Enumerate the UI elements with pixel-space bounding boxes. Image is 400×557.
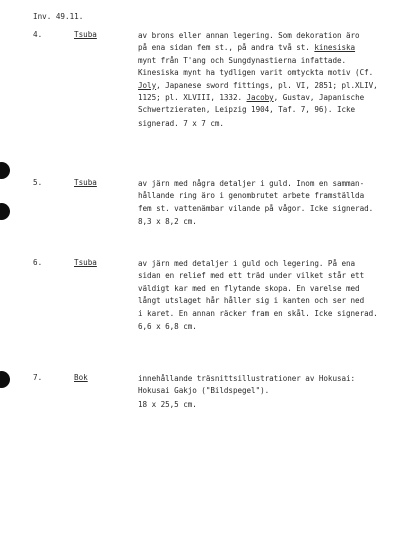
entry-description	[138, 178, 393, 229]
entry-number: 4.	[33, 30, 43, 39]
text-segment: på ena sidan fem st., på andra två st.	[138, 43, 315, 53]
description-line	[138, 308, 393, 320]
entry-item-name: Tsuba	[74, 258, 97, 267]
description-line	[138, 216, 393, 228]
description-line	[138, 270, 393, 282]
text-segment: av järn med några detaljer i guld. Inom en samman-	[138, 179, 365, 188]
text-segment: 1125; pl. XLVIII, 1332.	[138, 92, 247, 102]
description-line	[138, 80, 393, 92]
description-line	[138, 55, 393, 67]
text-segment: 18 x 25,5 cm.	[138, 399, 197, 409]
text-segment: långt utslaget hår håller sig i kanten och ser ned	[138, 296, 365, 306]
entry-number: 5.	[33, 178, 43, 187]
description-line	[138, 399, 393, 411]
entry-description	[138, 258, 393, 333]
text-segment: , Japanese sword fittings, pl. VI, 2851; pl.XLIV,	[156, 80, 378, 90]
description-line	[138, 258, 393, 270]
description-line	[138, 373, 393, 385]
text-segment: 8,3 x 8,2 cm.	[138, 217, 197, 227]
description-line	[138, 42, 393, 54]
entry-item-name: Bok	[74, 373, 88, 382]
description-line	[138, 92, 393, 104]
text-segment: , Gustav, Japanische	[273, 92, 365, 102]
entry-item-name: Tsuba	[74, 178, 97, 187]
text-segment: av järn med detaljer i guld och legering. På ena	[138, 259, 356, 268]
description-line	[138, 67, 393, 79]
description-line	[138, 30, 393, 42]
text-segment: fem st. vattenämbar vilande på vågor. Icke signerad.	[138, 203, 374, 213]
text-segment: signerad. 7 x 7 cm.	[138, 118, 224, 128]
underlined-reference: kinesiska	[314, 43, 356, 53]
text-segment: hållande ring äro i genombrutet arbete framställda	[138, 191, 365, 201]
description-line	[138, 178, 393, 190]
description-line	[138, 104, 393, 116]
underlined-reference: Jacoby	[246, 92, 274, 102]
text-segment: Schwertzieraten, Leipzig 1904, Taf. 7, 96). Icke	[138, 105, 356, 115]
text-segment: sidan en relief med ett träd under vilket står ett	[138, 271, 365, 281]
entry-description	[138, 30, 393, 130]
underlined-reference: Joly	[138, 80, 157, 90]
description-line	[138, 295, 393, 307]
text-segment: Hokusai Gakjo ("Bildspegel").	[138, 386, 270, 396]
text-segment: i karet. En annan räcker fram en skål. Icke signerad.	[138, 308, 378, 318]
entry-number: 6.	[33, 258, 43, 267]
text-segment: innehållande träsnittsillustrationer av Hokusai:	[138, 374, 356, 383]
text-segment: Kinesiska mynt ha tydligen varit omtyckta motiv (Cf.	[138, 68, 374, 78]
punch-hole-middle	[0, 203, 10, 220]
description-line	[138, 321, 393, 333]
description-line	[138, 118, 393, 130]
entry-description	[138, 373, 393, 411]
text-segment: mynt från T'ang och Sungdynastierna infattade.	[138, 55, 347, 65]
punch-hole-bottom	[0, 371, 10, 388]
text-segment: av brons eller annan legering. Som dekoration äro	[138, 31, 360, 40]
text-segment: väldigt kar med en flytande skopa. En varelse med	[138, 283, 360, 293]
description-line	[138, 385, 393, 397]
description-line	[138, 190, 393, 202]
description-line	[138, 203, 393, 215]
punch-hole-top	[0, 162, 10, 179]
inventory-number: Inv. 49.11.	[33, 12, 84, 21]
entry-item-name: Tsuba	[74, 30, 97, 39]
entry-number: 7.	[33, 373, 43, 382]
description-line	[138, 283, 393, 295]
text-segment: 6,6 x 6,8 cm.	[138, 321, 197, 331]
